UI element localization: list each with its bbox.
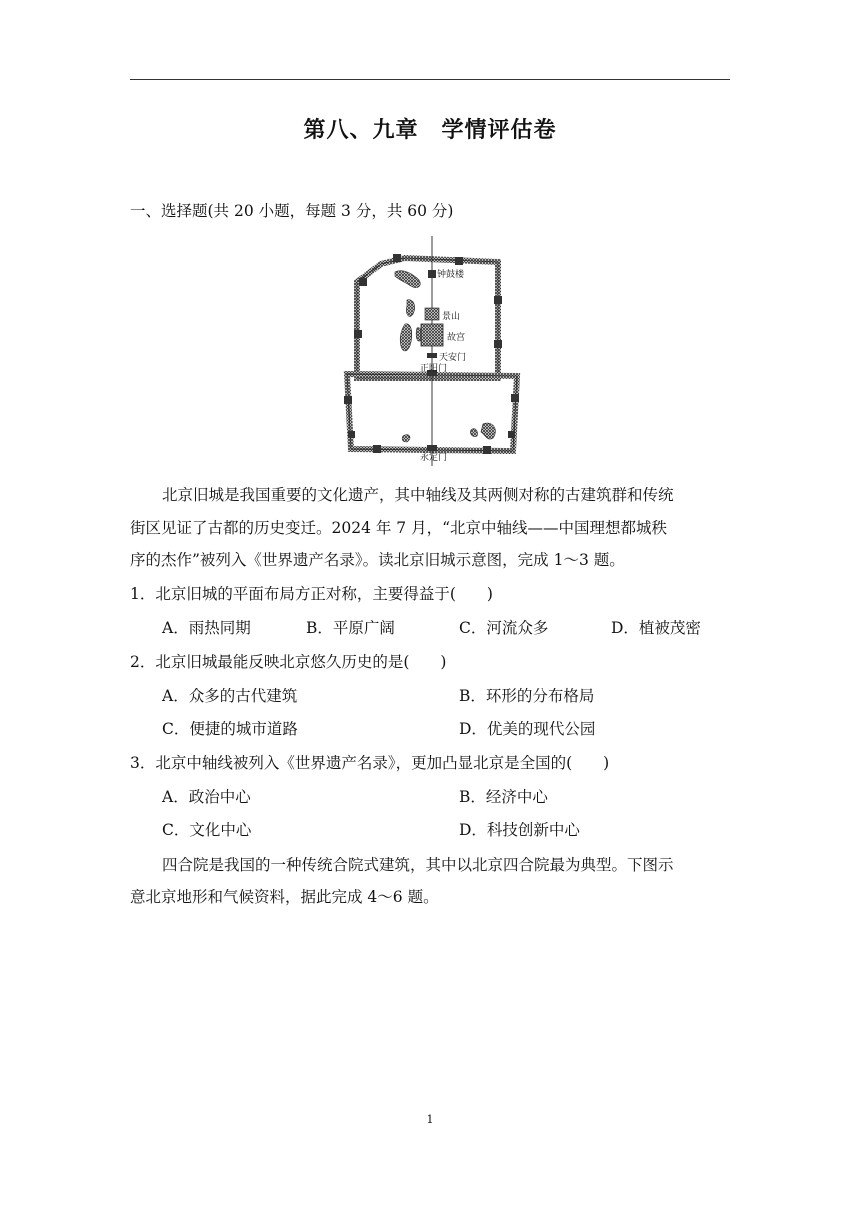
question-3-option-b: B．经济中心 <box>459 788 548 806</box>
passage1-line-2: 街区见证了古都的历史变迁。2024 年 7 月，“北京中轴线——中国理想都城秩 <box>130 519 668 537</box>
label-tiananmen: 天安门 <box>439 353 467 363</box>
question-1-option-b: B．平原广阔 <box>306 619 395 637</box>
question-2-option-a: A．众多的古代建筑 <box>162 687 298 705</box>
question-3-option-d: D．科技创新中心 <box>459 821 580 839</box>
passage1-line-3: 序的杰作”被列入《世界遗产名录》。读北京旧城示意图，完成 1～3 题。 <box>130 551 625 569</box>
question-2-option-b: B．环形的分布格局 <box>459 687 595 705</box>
question-2-stem: 2．北京旧城最能反映北京悠久历史的是( ) <box>130 653 447 671</box>
section-heading: 一、选择题(共 20 小题，每题 3 分，共 60 分) <box>130 202 454 220</box>
label-bell-drum-tower: 钟鼓楼 <box>437 270 465 280</box>
question-2-option-c: C．便捷的城市道路 <box>162 720 298 738</box>
passage1-line-1: 北京旧城是我国重要的文化遗产，其中轴线及其两侧对称的古建筑群和传统 <box>162 486 674 504</box>
question-3-option-c: C．文化中心 <box>162 821 252 839</box>
label-yongdingmen: 永定门 <box>420 453 448 463</box>
question-1-option-c: C．河流众多 <box>459 619 549 637</box>
label-jingshan: 景山 <box>442 312 461 322</box>
question-3-option-a: A．政治中心 <box>162 788 251 806</box>
passage2-line-2: 意北京地形和气候资料，据此完成 4～6 题。 <box>130 888 439 906</box>
question-2-option-d: D．优美的现代公园 <box>459 720 596 738</box>
label-forbidden-city: 故宫 <box>447 333 466 343</box>
header-rule <box>130 79 730 80</box>
question-1-option-d: D．植被茂密 <box>611 619 701 637</box>
question-1-option-a: A．雨热同期 <box>162 619 251 637</box>
passage2-line-1: 四合院是我国的一种传统合院式建筑，其中以北京四合院最为典型。下图示 <box>162 856 674 874</box>
question-3-stem: 3．北京中轴线被列入《世界遗产名录》，更加凸显北京是全国的( ) <box>130 754 610 772</box>
beijing-old-city-map <box>343 236 523 466</box>
page-number: 1 <box>426 1113 434 1126</box>
page-title: 第八、九章 学情评估卷 <box>303 118 557 143</box>
question-1-stem: 1．北京旧城的平面布局方正对称，主要得益于( ) <box>130 585 493 603</box>
label-zhengyangmen: 正阳门 <box>420 364 448 374</box>
